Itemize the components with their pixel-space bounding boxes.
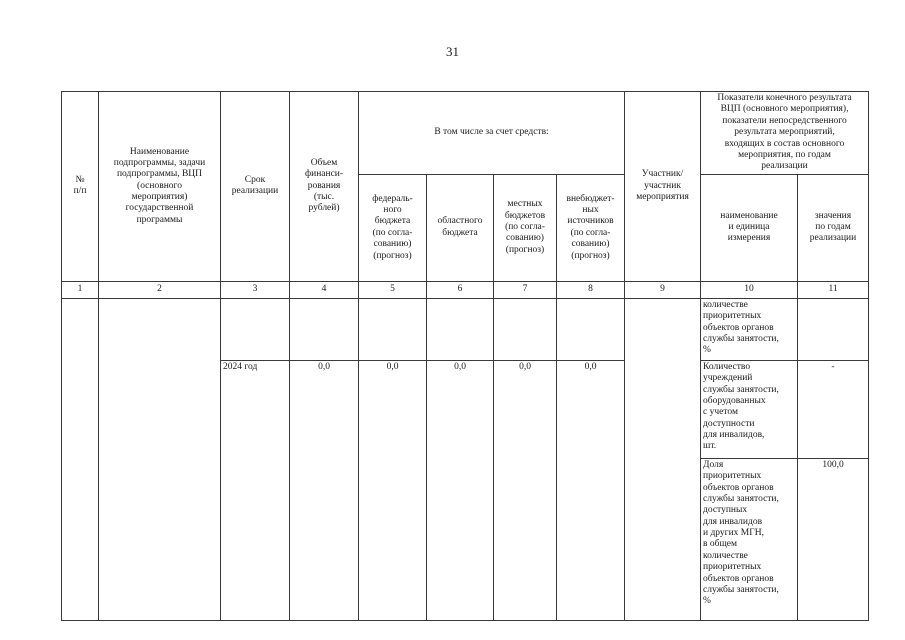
column-number: 4 bbox=[290, 281, 359, 298]
header-federal: федераль- ного бюджета (по согла- сованию) (прогноз) bbox=[359, 174, 427, 281]
column-number: 10 bbox=[701, 281, 798, 298]
column-number: 8 bbox=[557, 281, 625, 298]
column-number: 1 bbox=[62, 281, 99, 298]
indicator-1-name: Количество учреждений службы занятости, оборудованных с учетом доступности для инвалидов, шт. bbox=[701, 360, 798, 458]
cell-name bbox=[99, 298, 221, 620]
program-table bbox=[61, 91, 869, 621]
cell-empty bbox=[557, 298, 625, 360]
header-number: № п/п bbox=[62, 92, 99, 282]
cell-funding-federal: 0,0 bbox=[359, 360, 427, 620]
column-number: 2 bbox=[99, 281, 221, 298]
column-number: 9 bbox=[625, 281, 701, 298]
cell-empty bbox=[290, 298, 359, 360]
page-number: 31 bbox=[446, 44, 459, 59]
cell-participant bbox=[625, 298, 701, 620]
header-regional: областного бюджета bbox=[427, 174, 494, 281]
column-number: 3 bbox=[221, 281, 290, 298]
cell-funding-extrabudgetary: 0,0 bbox=[557, 360, 625, 620]
header-period: Срок реализации bbox=[221, 92, 290, 282]
cell-number bbox=[62, 298, 99, 620]
column-numbers-row bbox=[62, 281, 869, 298]
cell-empty bbox=[427, 298, 494, 360]
cell-empty bbox=[359, 298, 427, 360]
cell-empty bbox=[798, 298, 869, 360]
table-row bbox=[62, 298, 869, 360]
cell-empty bbox=[221, 298, 290, 360]
header-indicator-values: значения по годам реализации bbox=[798, 174, 869, 281]
column-number: 6 bbox=[427, 281, 494, 298]
cell-year: 2024 год bbox=[221, 360, 290, 620]
header-local: местных бюджетов (по согла- сованию) (прогноз) bbox=[494, 174, 557, 281]
column-number: 7 bbox=[494, 281, 557, 298]
indicator-2-value: 100,0 bbox=[798, 458, 869, 620]
indicator-continued: количестве приоритетных объектов органов службы занятости, % bbox=[701, 298, 798, 360]
header-funding: Объем финанси- рования (тыс. рублей) bbox=[290, 92, 359, 282]
column-number: 11 bbox=[798, 281, 869, 298]
cell-empty bbox=[494, 298, 557, 360]
header-indicator-name: наименование и единица измерения bbox=[701, 174, 798, 281]
header-participant: Участник/ участник мероприятия bbox=[625, 92, 701, 282]
header-name: Наименование подпрограммы, задачи подпрограммы, ВЦП (основного мероприятия) государственной программы bbox=[99, 92, 221, 282]
header-indicators-group: Показатели конечного результата ВЦП (основного мероприятия), показатели непосредственного результата мероприятий, входящих в состав основного мероприятия, по годам реализации bbox=[701, 92, 869, 175]
cell-funding-total: 0,0 bbox=[290, 360, 359, 620]
cell-funding-regional: 0,0 bbox=[427, 360, 494, 620]
indicator-1-value: - bbox=[798, 360, 869, 458]
cell-funding-local: 0,0 bbox=[494, 360, 557, 620]
indicator-2-name: Доля приоритетных объектов органов службы занятости, доступных для инвалидов и других МГН, в общем количестве приоритетных объектов органов службы занятости, % bbox=[701, 458, 798, 620]
column-number: 5 bbox=[359, 281, 427, 298]
header-extrabudgetary: внебюджет- ных источников (по согла- сованию) (прогноз) bbox=[557, 174, 625, 281]
header-sources-group: В том числе за счет средств: bbox=[359, 92, 625, 175]
